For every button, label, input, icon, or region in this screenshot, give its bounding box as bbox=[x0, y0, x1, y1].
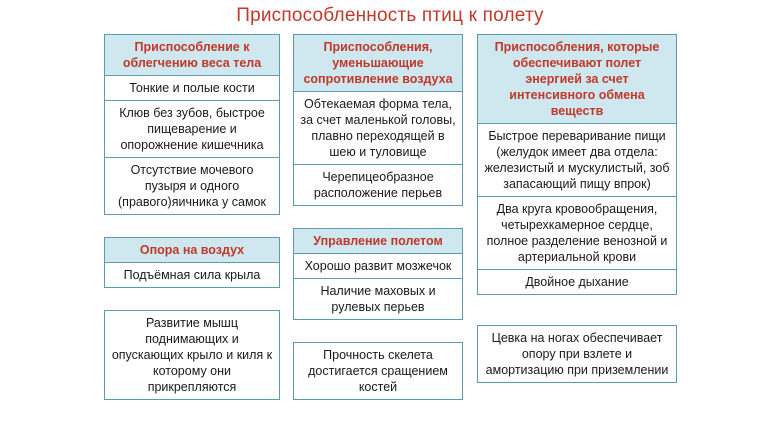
group-header: Опора на воздух bbox=[104, 237, 280, 263]
group-air-resistance bbox=[293, 34, 463, 206]
diagram-item: Цевка на ногах обеспечивает опору при взлете и амортизацию при приземлении bbox=[477, 325, 677, 383]
group-weight-reduction bbox=[104, 34, 280, 215]
diagram-item: Черепицеобразное расположение перьев bbox=[293, 165, 463, 206]
diagram-item: Прочность скелета достигается сращением костей bbox=[293, 342, 463, 400]
group-skeleton-strength bbox=[293, 342, 463, 400]
diagram-item: Двойное дыхание bbox=[477, 270, 677, 295]
diagram-item: Хорошо развит мозжечок bbox=[293, 254, 463, 279]
diagram-item: Наличие маховых и рулевых перьев bbox=[293, 279, 463, 320]
spacer bbox=[293, 206, 463, 228]
spacer bbox=[104, 288, 280, 310]
group-tarsus bbox=[477, 325, 677, 383]
spacer bbox=[104, 215, 280, 237]
group-flight-control bbox=[293, 228, 463, 320]
column-right bbox=[477, 34, 677, 383]
page-title: Приспособленность птиц к полету bbox=[236, 5, 544, 26]
diagram-item: Подъёмная сила крыла bbox=[104, 263, 280, 288]
spacer bbox=[293, 320, 463, 342]
group-air-support bbox=[104, 237, 280, 288]
diagram-item: Развитие мышц поднимающих и опускающих крыло и киля к которому они прикрепляются bbox=[104, 310, 280, 400]
diagram-item: Отсутствие мочевого пузыря и одного (правого)яичника у самок bbox=[104, 158, 280, 215]
diagram-item: Обтекаемая форма тела, за счет маленькой головы, плавно переходящей в шею и туловище bbox=[293, 92, 463, 165]
spacer bbox=[477, 295, 677, 325]
diagram-item: Быстрое переваривание пищи (желудок имеет два отдела: железистый и мускулистый, зоб запасающий пищу впрок) bbox=[477, 124, 677, 197]
group-header: Приспособления, которые обеспечивают полет энергией за счет интенсивного обмена веществ bbox=[477, 34, 677, 124]
group-muscles bbox=[104, 310, 280, 400]
group-header: Приспособление к облегчению веса тела bbox=[104, 34, 280, 76]
group-metabolism bbox=[477, 34, 677, 295]
diagram-item: Два круга кровообращения, четырехкамерное сердце, полное разделение венозной и артериальной крови bbox=[477, 197, 677, 270]
group-header: Управление полетом bbox=[293, 228, 463, 254]
diagram-item: Тонкие и полые кости bbox=[104, 76, 280, 101]
group-header: Приспособления, уменьшающие сопротивление воздуха bbox=[293, 34, 463, 92]
column-middle bbox=[293, 34, 463, 400]
column-left bbox=[104, 34, 280, 400]
diagram-item: Клюв без зубов, быстрое пищеварение и опорожнение кишечника bbox=[104, 101, 280, 158]
